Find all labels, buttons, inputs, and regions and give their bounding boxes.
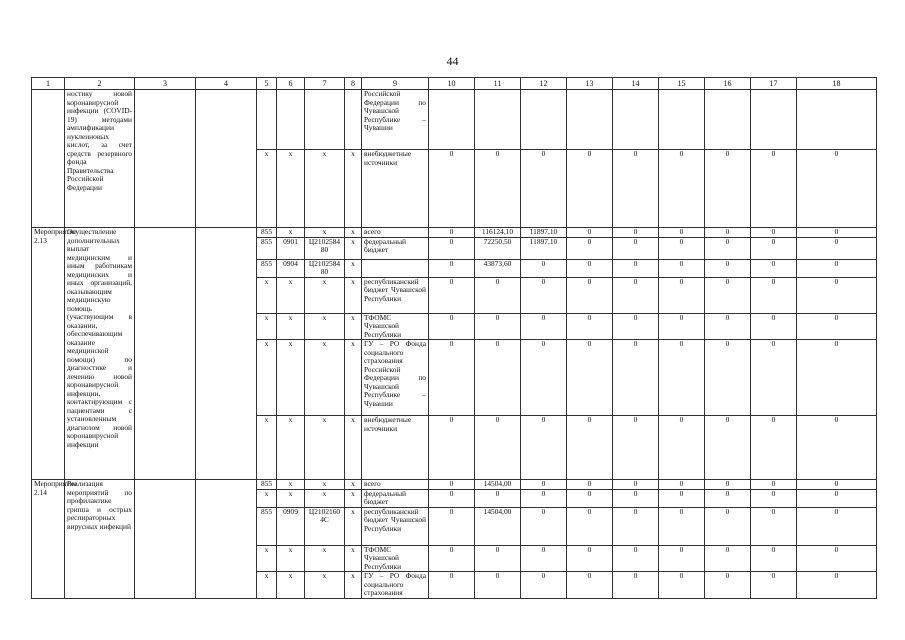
year-value: 0 xyxy=(705,150,751,228)
year-value: 0 xyxy=(567,507,613,545)
year-value: 0 xyxy=(613,545,659,572)
year-value: 0 xyxy=(429,313,475,340)
code-grbs: 855 xyxy=(257,237,277,259)
program-table xyxy=(31,77,877,599)
year-value: 0 xyxy=(659,237,705,259)
column-header: 14 xyxy=(613,78,659,90)
year-value: 0 xyxy=(429,340,475,416)
year-value: 0 xyxy=(567,228,613,238)
measure-description: Реализация мероприятий по профилактике гриппа и острых респираторных вирусных инфекций xyxy=(65,480,135,599)
funding-source: федеральный бюджет xyxy=(362,237,429,259)
year-value: 0 xyxy=(659,416,705,480)
table-row xyxy=(32,228,877,238)
year-value: 0 xyxy=(613,150,659,228)
year-value: 0 xyxy=(659,150,705,228)
year-value: 0 xyxy=(567,489,613,507)
code-grbs: 855 xyxy=(257,507,277,545)
year-value: 0 xyxy=(705,228,751,238)
column-header: 4 xyxy=(196,78,257,90)
code-type: х xyxy=(345,340,362,416)
funding-source: ТФОМС Чувашской Республики xyxy=(362,313,429,340)
year-value: 0 xyxy=(659,313,705,340)
header-row xyxy=(32,78,877,90)
year-value: 0 xyxy=(797,277,877,313)
year-value: 0 xyxy=(797,237,877,259)
code-target: Ц2102160 4С xyxy=(305,507,345,545)
year-value: 0 xyxy=(429,277,475,313)
code-type: х xyxy=(345,150,362,228)
year-value: 0 xyxy=(797,545,877,572)
funding-source: внебюджетные источники xyxy=(362,150,429,228)
code-grbs: 855 xyxy=(257,480,277,490)
funding-source: Российской Федерации по Чувашской Республике – Чувашии xyxy=(362,90,429,150)
code-section: 0909 xyxy=(277,507,305,545)
funding-source: ГУ – РО Фонда социального страхования Российской Федерации по Чувашской Республике – Чувашии xyxy=(362,340,429,416)
year-value: 0 xyxy=(659,277,705,313)
code-grbs: х xyxy=(257,572,277,599)
column-header: 9 xyxy=(362,78,429,90)
column-header: 7 xyxy=(305,78,345,90)
year-value: 0 xyxy=(475,150,521,228)
code-target: х xyxy=(305,545,345,572)
code-target: Ц2102584 80 xyxy=(305,237,345,259)
table-row xyxy=(32,480,877,490)
year-value: 0 xyxy=(613,277,659,313)
funding-source: республиканский бюджет Чувашской Республики xyxy=(362,507,429,545)
year-value: 0 xyxy=(751,277,797,313)
year-value: 0 xyxy=(797,228,877,238)
year-value: 0 xyxy=(521,489,567,507)
year-value: 0 xyxy=(705,277,751,313)
year-value: 0 xyxy=(429,228,475,238)
year-value: 0 xyxy=(613,507,659,545)
year-value: 0 xyxy=(797,340,877,416)
year-value: 0 xyxy=(521,259,567,277)
code-section: х xyxy=(277,313,305,340)
code-target: х xyxy=(305,416,345,480)
year-value: 14504,00 xyxy=(475,480,521,490)
year-value: 0 xyxy=(429,572,475,599)
code-target xyxy=(305,90,345,150)
year-value: 0 xyxy=(613,416,659,480)
code-type: х xyxy=(345,416,362,480)
code-grbs: х xyxy=(257,545,277,572)
year-value xyxy=(567,90,613,150)
year-value: 0 xyxy=(521,416,567,480)
year-value: 0 xyxy=(567,237,613,259)
code-grbs: х xyxy=(257,489,277,507)
measure-label xyxy=(32,90,65,228)
year-value: 0 xyxy=(521,150,567,228)
year-value: 0 xyxy=(797,480,877,490)
funding-source: ТФОМС Чувашской Республики xyxy=(362,545,429,572)
year-value: 0 xyxy=(659,340,705,416)
year-value: 0 xyxy=(659,545,705,572)
code-type: х xyxy=(345,507,362,545)
code-section: х xyxy=(277,480,305,490)
funding-source: всего xyxy=(362,480,429,490)
year-value: 0 xyxy=(705,507,751,545)
year-value: 0 xyxy=(797,313,877,340)
year-value: 0 xyxy=(751,572,797,599)
year-value: 0 xyxy=(613,228,659,238)
code-target: х xyxy=(305,489,345,507)
code-grbs: 855 xyxy=(257,228,277,238)
year-value: 0 xyxy=(659,259,705,277)
code-grbs: х xyxy=(257,416,277,480)
participant-cell xyxy=(196,228,257,480)
year-value: 0 xyxy=(751,228,797,238)
year-value: 0 xyxy=(521,507,567,545)
year-value: 0 xyxy=(429,259,475,277)
measure-label: Мероприятие 2.14 xyxy=(32,480,65,599)
year-value: 0 xyxy=(797,489,877,507)
column-header: 18 xyxy=(797,78,877,90)
column-header: 5 xyxy=(257,78,277,90)
year-value: 0 xyxy=(705,489,751,507)
code-target: х xyxy=(305,340,345,416)
year-value: 0 xyxy=(751,480,797,490)
code-grbs: х xyxy=(257,277,277,313)
year-value: 0 xyxy=(705,340,751,416)
column-header: 10 xyxy=(429,78,475,90)
code-target: х xyxy=(305,277,345,313)
year-value: 0 xyxy=(705,259,751,277)
year-value: 0 xyxy=(613,572,659,599)
code-type: х xyxy=(345,259,362,277)
year-value: 0 xyxy=(659,572,705,599)
code-type: х xyxy=(345,313,362,340)
code-target: Ц2102584 80 xyxy=(305,259,345,277)
year-value: 0 xyxy=(521,313,567,340)
page-number: 44 xyxy=(446,54,459,68)
year-value: 0 xyxy=(751,489,797,507)
code-target: х xyxy=(305,228,345,238)
participant-cell xyxy=(196,480,257,599)
year-value: 0 xyxy=(475,489,521,507)
code-section: х xyxy=(277,150,305,228)
year-value: 0 xyxy=(797,572,877,599)
year-value: 0 xyxy=(429,545,475,572)
year-value: 0 xyxy=(613,489,659,507)
code-type: х xyxy=(345,572,362,599)
year-value: 0 xyxy=(705,480,751,490)
year-value: 0 xyxy=(797,150,877,228)
year-value: 0 xyxy=(429,416,475,480)
year-value: 0 xyxy=(475,416,521,480)
year-value: 0 xyxy=(521,480,567,490)
year-value xyxy=(659,90,705,150)
year-value: 72250,50 xyxy=(475,237,521,259)
code-type: х xyxy=(345,489,362,507)
year-value: 0 xyxy=(567,416,613,480)
year-value: 11897,10 xyxy=(521,237,567,259)
year-value xyxy=(613,90,659,150)
code-section: х xyxy=(277,416,305,480)
column-header: 15 xyxy=(659,78,705,90)
code-target: х xyxy=(305,480,345,490)
year-value: 0 xyxy=(751,237,797,259)
code-grbs: х xyxy=(257,150,277,228)
year-value: 0 xyxy=(751,150,797,228)
year-value: 0 xyxy=(567,480,613,490)
column-header: 1 xyxy=(32,78,65,90)
column-header: 17 xyxy=(751,78,797,90)
year-value: 0 xyxy=(613,340,659,416)
code-grbs: х xyxy=(257,313,277,340)
code-section xyxy=(277,90,305,150)
year-value: 0 xyxy=(613,237,659,259)
code-section: х xyxy=(277,277,305,313)
code-section: 0901 xyxy=(277,237,305,259)
responsible-cell xyxy=(135,90,196,228)
year-value: 0 xyxy=(705,313,751,340)
year-value xyxy=(521,90,567,150)
year-value: 0 xyxy=(475,277,521,313)
code-section: х xyxy=(277,228,305,238)
funding-source: всего xyxy=(362,228,429,238)
responsible-cell xyxy=(135,228,196,480)
measure-description: Осуществление дополнительных выплат медицинским и иным работникам медицинских и иных организаций, оказывающим медицинскую помощь (участвующим в оказании, обеспечивающим оказание медицинской помощи) по диагностике и лечению новой коронавирусной инфекции, контактирующим с пациентами с установленным диагнозом новой коронавирусной инфекции xyxy=(65,228,135,480)
participant-cell xyxy=(196,90,257,228)
column-header: 2 xyxy=(65,78,135,90)
year-value: 0 xyxy=(751,259,797,277)
code-target: х xyxy=(305,150,345,228)
year-value: 0 xyxy=(613,480,659,490)
year-value: 11897,10 xyxy=(521,228,567,238)
year-value: 0 xyxy=(797,416,877,480)
year-value: 0 xyxy=(475,340,521,416)
funding-source xyxy=(362,259,429,277)
year-value xyxy=(751,90,797,150)
year-value: 0 xyxy=(751,416,797,480)
year-value: 0 xyxy=(521,572,567,599)
code-type: х xyxy=(345,228,362,238)
year-value: 43873,60 xyxy=(475,259,521,277)
year-value: 0 xyxy=(659,480,705,490)
column-header: 13 xyxy=(567,78,613,90)
responsible-cell xyxy=(135,480,196,599)
year-value: 0 xyxy=(521,277,567,313)
column-header: 11 xyxy=(475,78,521,90)
year-value xyxy=(429,90,475,150)
measure-description: ностику новой коронавирусной инфекции (COVID-19) методами амплификации нуклеиновых кислот, за счет средств резервного фонда Правительства Российской Федерации xyxy=(65,90,135,228)
year-value: 0 xyxy=(705,416,751,480)
funding-source: республиканский бюджет Чувашской Республики xyxy=(362,277,429,313)
code-type: х xyxy=(345,237,362,259)
table-row xyxy=(32,90,877,150)
year-value: 0 xyxy=(567,313,613,340)
year-value: 0 xyxy=(475,545,521,572)
year-value: 0 xyxy=(797,507,877,545)
year-value: 0 xyxy=(567,277,613,313)
year-value: 0 xyxy=(429,480,475,490)
year-value: 0 xyxy=(567,259,613,277)
column-header: 16 xyxy=(705,78,751,90)
year-value: 0 xyxy=(705,545,751,572)
code-section: х xyxy=(277,572,305,599)
code-type: х xyxy=(345,545,362,572)
year-value: 14504,00 xyxy=(475,507,521,545)
year-value: 116124,10 xyxy=(475,228,521,238)
code-section: х xyxy=(277,545,305,572)
year-value: 0 xyxy=(429,237,475,259)
funding-source: внебюджетные источники xyxy=(362,416,429,480)
year-value: 0 xyxy=(797,259,877,277)
year-value xyxy=(475,90,521,150)
code-type: х xyxy=(345,480,362,490)
column-header: 12 xyxy=(521,78,567,90)
code-grbs xyxy=(257,90,277,150)
year-value: 0 xyxy=(751,340,797,416)
year-value: 0 xyxy=(751,313,797,340)
year-value: 0 xyxy=(705,572,751,599)
column-header: 3 xyxy=(135,78,196,90)
year-value: 0 xyxy=(659,507,705,545)
year-value: 0 xyxy=(475,572,521,599)
year-value: 0 xyxy=(751,507,797,545)
year-value: 0 xyxy=(613,313,659,340)
year-value xyxy=(705,90,751,150)
code-type xyxy=(345,90,362,150)
year-value xyxy=(797,90,877,150)
year-value: 0 xyxy=(521,340,567,416)
funding-source: ГУ – РО Фонда социального страхования xyxy=(362,572,429,599)
code-target: х xyxy=(305,313,345,340)
year-value: 0 xyxy=(659,489,705,507)
code-grbs: 855 xyxy=(257,259,277,277)
year-value: 0 xyxy=(429,150,475,228)
measure-label: Мероприятие 2.13 xyxy=(32,228,65,480)
year-value: 0 xyxy=(567,150,613,228)
year-value: 0 xyxy=(613,259,659,277)
code-section: 0904 xyxy=(277,259,305,277)
year-value: 0 xyxy=(475,313,521,340)
year-value: 0 xyxy=(429,507,475,545)
code-target: х xyxy=(305,572,345,599)
column-header: 8 xyxy=(345,78,362,90)
year-value: 0 xyxy=(521,545,567,572)
code-type: х xyxy=(345,277,362,313)
code-section: х xyxy=(277,489,305,507)
year-value: 0 xyxy=(751,545,797,572)
code-grbs: х xyxy=(257,340,277,416)
year-value: 0 xyxy=(567,545,613,572)
year-value: 0 xyxy=(567,340,613,416)
column-header: 6 xyxy=(277,78,305,90)
funding-source: федеральный бюджет xyxy=(362,489,429,507)
code-section: х xyxy=(277,340,305,416)
year-value: 0 xyxy=(567,572,613,599)
year-value: 0 xyxy=(705,237,751,259)
year-value: 0 xyxy=(429,489,475,507)
year-value: 0 xyxy=(659,228,705,238)
